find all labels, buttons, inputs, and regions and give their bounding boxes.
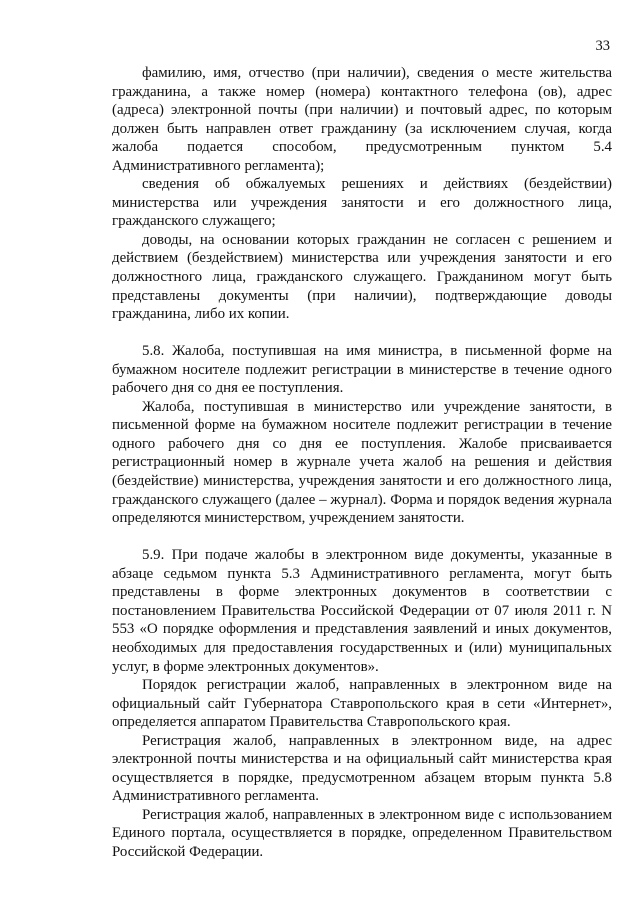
document-body (112, 64, 612, 862)
paragraph-complaint-registration: Жалоба, поступившая в министерство или учреждение занятости, в письменной форме на бумажном носителе подлежит регистрации в течение одного рабочего дня со дня ее поступления. Жалобе присваивается регистрационный номер в журнале учета жалоб на решения и действия (бездействие) министерства, учреждения занятости и его должностного лица, гражданского служащего (далее – журнал). Форма и порядок ведения журнала определяются министерством, учреждением занятости. (112, 398, 612, 527)
paragraph-governor-site-registration: Порядок регистрации жалоб, направленных в электронном виде на официальный сайт Губернатора Ставропольского края в сети «Интернет», определяется аппаратом Правительства Ставропольского края. (112, 677, 612, 731)
paragraph-section-5-8: 5.8. Жалоба, поступившая на имя министра, в письменной форме на бумажном носителе подлежит регистрации в министерстве в течение одного рабочего дня со дня ее поступления. (112, 343, 612, 397)
paragraph-portal-registration: Регистрация жалоб, направленных в электронном виде с использованием Единого портала, осуществляется в порядке, определенном Правительством Российской Федерации. (112, 806, 612, 860)
paragraph-appealed-decisions: сведения об обжалуемых решениях и действиях (бездействии) министерства или учреждения занятости и его должностного лица, гражданского служащего; (112, 176, 612, 230)
paragraph-spacer (112, 324, 612, 343)
paragraph-email-registration: Регистрация жалоб, направленных в электронном виде, на адрес электронной почты министерства и на официальный сайт министерства края осуществляется в порядке, предусмотренном абзацем вторым пункта 5.8 Административного регламента. (112, 732, 612, 805)
paragraph-arguments: доводы, на основании которых гражданин не согласен с решением и действием (бездействием) министерства или учреждения занятости и его должностного лица, гражданского служащего. Гражданином могут быть представлены документы (при наличии), подтверждающие доводы гражданина, либо их копии. (112, 231, 612, 323)
paragraph-section-5-9: 5.9. При подаче жалобы в электронном виде документы, указанные в абзаце седьмом пункта 5.3 Административного регламента, могут быть представлены в форме электронных документов в соответствии с постановлением Правительства Российской Федерации от 07 июля 2011 г. N 553 «О порядке оформления и представления заявлений и иных документов, необходимых для предоставления государственных и (или) муниципальных услуг, в форме электронных документов». (112, 547, 612, 675)
paragraph-applicant-details: фамилию, имя, отчество (при наличии), сведения о месте жительства гражданина, а также номер (номера) контактного телефона (ов), адрес (адреса) электронной почты (при наличии) и почтовый адрес, по которым должен быть направлен ответ гражданину (за исключением случая, когда жалоба подается способом, предусмотренным пунктом 5.4 Административного регламента); (112, 65, 612, 174)
paragraph-spacer (112, 528, 612, 547)
page-number: 33 (595, 38, 610, 54)
